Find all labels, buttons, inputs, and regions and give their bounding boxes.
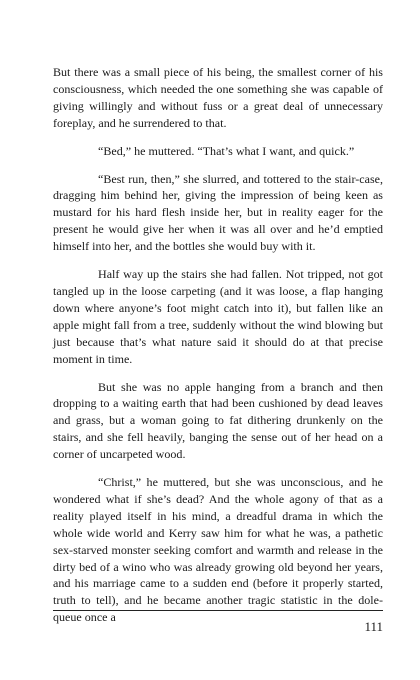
paragraph: But she was no apple hanging from a branch and then dropping to a waiting earth that had been cushioned by dead leaves and grass, but a woman going to fat dithering drunkenly on the stairs, and she fell heavily, banging the sense out of her head on a corner of uncarpeted wood. — [53, 379, 383, 462]
paragraph: But there was a small piece of his being, the smallest corner of his consciousness, which needed the one something she was capable of giving willingly and without fuss or a great deal of unnecessary foreplay, and he surrendered to that. — [53, 65, 383, 130]
paragraph: “Christ,” he muttered, but she was unconscious, and he wondered what if she’s dead? And the whole agony of that as a reality played itself in his mind, a dreadful drama in which the whole wide world and Kerry saw him for what he was, a pathetic sex-starved monster seeking comfort and warmth and release in the dirty bed of a wino who was already growing old beyond her years, and his marriage came to a sudden end (before it properly started, truth to tell), and he became another tragic statistic in the dole-queue once a — [53, 475, 383, 625]
paragraph: Half way up the stairs she had fallen. Not tripped, not got tangled up in the loose carpeting (and it was loose, a flap hanging down where anyone’s foot might catch into it), but fallen like an apple might fall from a tree, suddenly without the wind blowing but just because that’s what nature said it should do at that precise moment in time. — [53, 267, 383, 366]
paragraph: “Bed,” he muttered. “That’s what I want, and quick.” — [98, 143, 355, 158]
footer-divider — [53, 610, 383, 611]
paragraph: “Best run, then,” she slurred, and tottered to the stair-case, dragging him behind her, giving the impression of being keen as mustard for his hard flesh inside her, but in reality eager for the present he would give her when it was all over and he’d emptied himself into her, and the bottles she would buy with it. — [53, 171, 383, 254]
page-number: 111 — [364, 619, 383, 634]
body-text — [53, 64, 383, 626]
